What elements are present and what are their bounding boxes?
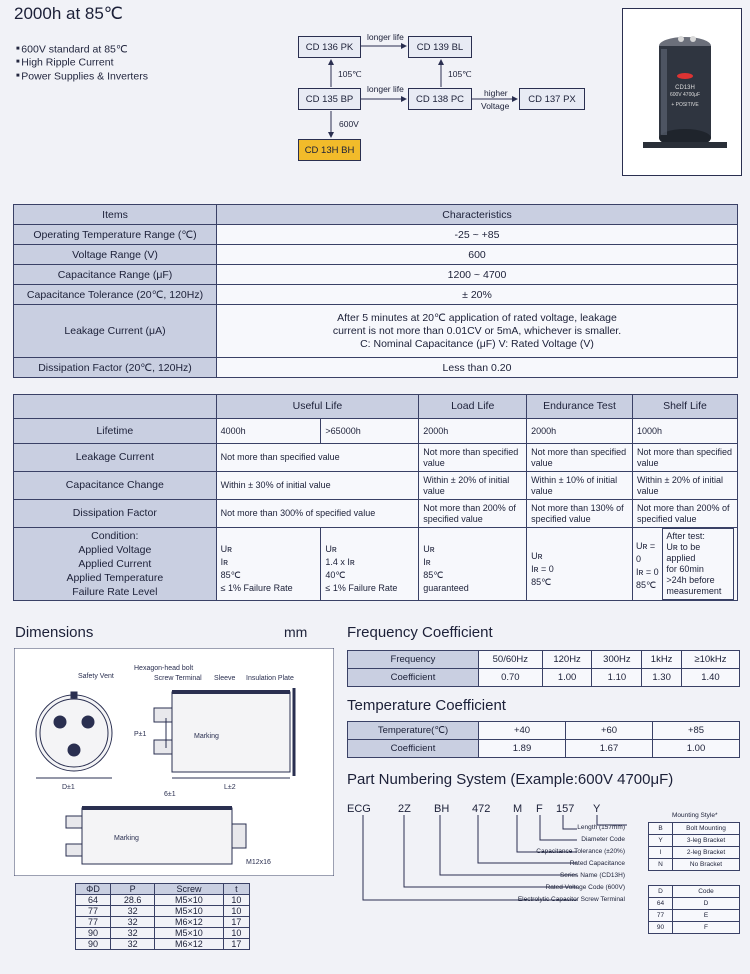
condition-value: Uʀ	[423, 544, 435, 554]
condition-label: Applied Voltage	[78, 544, 152, 556]
capacitor-image	[623, 9, 741, 175]
table-row	[14, 305, 738, 358]
table-header-row	[76, 884, 250, 895]
part-code-capacitance: 472	[472, 803, 491, 815]
feature-item: ■ High Ripple Current	[16, 56, 148, 69]
feature-item: ■ 600V standard at 85℃	[16, 43, 148, 56]
table-row	[14, 444, 738, 472]
dimensions-unit: mm	[284, 624, 308, 640]
table-cell: 50/60Hz	[479, 651, 543, 669]
photo-brand: CD13H	[675, 85, 695, 91]
condition-value: 1.4 x Iʀ	[325, 557, 355, 567]
condition-value: Iʀ = 0	[531, 563, 554, 574]
leakage-line: After 5 minutes at 20℃ application of rated voltage, leakage	[337, 311, 617, 324]
table-cell: >65000h	[321, 419, 419, 444]
table-cell: D	[673, 898, 740, 910]
part-code-tolerance: M	[513, 803, 523, 815]
flow-label-temp: 105℃	[448, 69, 472, 79]
table-cell: 1kHz	[642, 651, 682, 669]
condition-value: Uʀ	[531, 550, 543, 561]
label-m12: M12x16	[246, 859, 271, 866]
table-cell: M5×10	[155, 928, 224, 939]
table-cell: Y	[649, 835, 673, 847]
condition-labels	[14, 528, 217, 601]
table-row	[14, 472, 738, 500]
row-label: Leakage Current	[14, 444, 217, 472]
table-row	[649, 886, 740, 898]
table-cell: 2-leg Bracket	[673, 847, 740, 859]
part-code-voltage: 2Z	[398, 803, 411, 815]
diameter-code-table	[648, 885, 740, 934]
table-cell: 10	[223, 906, 249, 917]
table-cell: Not more than specified value	[527, 444, 633, 472]
table-cell: 32	[111, 939, 155, 950]
label-safety-vent: Safety Vent	[78, 673, 114, 680]
table-row	[348, 722, 740, 740]
table-cell: 1.30	[642, 669, 682, 687]
label-l: L±2	[224, 784, 236, 791]
table-row	[76, 917, 250, 928]
table-row	[76, 895, 250, 906]
desc-length: Length (157mm)	[577, 824, 625, 831]
part-code-length: 157	[556, 803, 575, 815]
table-header-row	[14, 205, 738, 225]
table-row	[348, 740, 740, 758]
value-cell	[217, 305, 738, 358]
value-cell: 600	[217, 245, 738, 265]
series-cd136pk: CD 136 PK	[298, 36, 361, 58]
flow-label-voltage: Voltage	[481, 101, 510, 111]
series-cd13hbh: CD 13H BH	[298, 139, 361, 161]
flow-label-600v: 600V	[339, 119, 359, 129]
table-cell: 1.00	[542, 669, 592, 687]
table-cell: Within ± 20% of initial value	[632, 472, 737, 500]
table-cell: 17	[223, 917, 249, 928]
label-marking-bottom: Marking	[114, 835, 139, 842]
condition-cell	[632, 528, 737, 601]
row-label: Lifetime	[14, 419, 217, 444]
table-row	[348, 651, 740, 669]
table-cell: Not more than 300% of specified value	[216, 500, 419, 528]
table-cell: M5×10	[155, 906, 224, 917]
table-cell: Not more than 200% of specified value	[632, 500, 737, 528]
table-cell: 4000h	[216, 419, 321, 444]
feature-item: ■ Power Supplies & Inverters	[16, 70, 148, 83]
condition-value: ≤ 1% Failure Rate	[220, 583, 293, 593]
table-cell: 0.70	[479, 669, 543, 687]
desc-diameter: Diameter Code	[581, 836, 625, 843]
table-cell: 2000h	[419, 419, 527, 444]
table-cell: 64	[649, 898, 673, 910]
label-screw-terminal: Screw Terminal	[154, 675, 202, 682]
note-line: After test:	[666, 531, 705, 541]
page-title: 2000h at 85℃	[14, 4, 123, 23]
condition-cell	[419, 528, 527, 601]
temperature-title: Temperature Coefficient	[347, 697, 506, 714]
table-cell: I	[649, 847, 673, 859]
table-row	[14, 265, 738, 285]
header-cell: P	[111, 884, 155, 895]
flow-label-longer-life: longer life	[367, 84, 404, 94]
table-cell: 90	[76, 939, 111, 950]
condition-value: 85℃	[220, 570, 241, 580]
table-cell: 32	[111, 906, 155, 917]
condition-label: Failure Rate Level	[72, 586, 158, 598]
condition-value: 85℃	[531, 576, 552, 587]
table-cell: 1.40	[681, 669, 739, 687]
condition-value: Iʀ	[220, 557, 228, 567]
table-cell: 1000h	[632, 419, 737, 444]
condition-cell	[321, 528, 419, 601]
value-cell: 1200 ~ 4700	[217, 265, 738, 285]
note-line: for 60min	[666, 564, 704, 574]
note-line: measurement	[666, 586, 722, 596]
label-d: D±1	[62, 784, 75, 791]
series-cd138pc: CD 138 PC	[408, 88, 472, 110]
note-line: >24h before	[666, 575, 715, 585]
photo-polarity: + POSITIVE	[671, 102, 699, 108]
table-cell: 10	[223, 928, 249, 939]
mounting-style-title: Mounting Style*	[672, 812, 718, 819]
header-load-life: Load Life	[419, 395, 527, 419]
table-cell: 64	[76, 895, 111, 906]
table-cell: 90	[649, 922, 673, 934]
table-row	[14, 528, 738, 601]
table-cell: 90	[76, 928, 111, 939]
table-cell: 32	[111, 917, 155, 928]
mounting-table	[648, 822, 740, 871]
row-label: Dissipation Factor	[14, 500, 217, 528]
table-cell: 32	[111, 928, 155, 939]
table-row	[14, 225, 738, 245]
table-cell: Within ± 30% of initial value	[216, 472, 419, 500]
desc-series: Series Name (CD13H)	[559, 872, 625, 879]
condition-label: Applied Current	[78, 558, 152, 570]
photo-rating: 600V 4700μF	[669, 92, 701, 98]
desc-voltage: Rated Voltage Code (600V)	[545, 884, 625, 891]
condition-value: Iʀ	[423, 557, 431, 567]
table-cell: 2000h	[527, 419, 633, 444]
table-cell: Not more than specified value	[216, 444, 419, 472]
part-code-series: ECG	[347, 803, 371, 815]
table-row	[76, 906, 250, 917]
item-cell: Leakage Current (μA)	[14, 305, 217, 358]
table-row	[649, 859, 740, 871]
part-code-name: BH	[434, 803, 450, 815]
condition-value: Uʀ	[220, 544, 232, 554]
table-cell: Frequency	[348, 651, 479, 669]
header-cell: t	[223, 884, 249, 895]
table-cell: Coefficient	[348, 740, 479, 758]
table-cell: Code	[673, 886, 740, 898]
value-cell: Less than 0.20	[217, 358, 738, 378]
table-cell: E	[673, 910, 740, 922]
label-p: P±1	[134, 731, 147, 738]
table-row	[649, 922, 740, 934]
item-cell: Voltage Range (V)	[14, 245, 217, 265]
part-code-diameter: F	[536, 803, 543, 815]
table-cell: Within ± 10% of initial value	[527, 472, 633, 500]
condition-value: Iʀ = 0	[635, 566, 659, 577]
table-cell: 120Hz	[542, 651, 592, 669]
series-cd135bp: CD 135 BP	[298, 88, 361, 110]
condition-cell	[216, 528, 321, 601]
table-row	[76, 928, 250, 939]
table-row	[649, 910, 740, 922]
table-cell: 1.67	[566, 740, 653, 758]
dimensions-title: Dimensions	[15, 624, 94, 641]
condition-value: 40℃	[325, 570, 346, 580]
table-row	[14, 358, 738, 378]
table-cell: M5×10	[155, 895, 224, 906]
flow-label-longer-life: longer life	[367, 32, 404, 42]
condition-value: guaranteed	[423, 583, 469, 593]
label-insulation-plate: Insulation Plate	[246, 675, 294, 682]
header-cell: Screw	[155, 884, 224, 895]
frequency-title: Frequency Coefficient	[347, 624, 493, 641]
series-cd137px: CD 137 PX	[519, 88, 585, 110]
label-six: 6±1	[164, 791, 176, 798]
table-cell: ≥10kHz	[681, 651, 739, 669]
table-cell: 1.10	[592, 669, 642, 687]
condition-value: Uʀ = 0	[635, 540, 656, 564]
table-cell: 77	[76, 906, 111, 917]
table-row	[14, 285, 738, 305]
dimensions-drawing	[14, 648, 334, 876]
table-header-row	[14, 395, 738, 419]
series-cd139bl: CD 139 BL	[408, 36, 472, 58]
condition-value: ≤ 1% Failure Rate	[325, 583, 398, 593]
label-sleeve: Sleeve	[214, 675, 236, 682]
table-row	[649, 835, 740, 847]
item-cell: Capacitance Tolerance (20℃, 120Hz)	[14, 285, 217, 305]
table-row	[14, 245, 738, 265]
table-cell: M6×12	[155, 917, 224, 928]
table-cell: Not more than 130% of specified value	[527, 500, 633, 528]
header-blank	[14, 395, 217, 419]
table-cell: Within ± 20% of initial value	[419, 472, 527, 500]
leakage-line: current is not more than 0.01CV or 5mA, whichever is smaller.	[332, 324, 622, 337]
condition-value: 85℃	[635, 579, 657, 590]
note-line: Uʀ to be applied	[666, 542, 701, 563]
table-cell: Bolt Mounting	[673, 823, 740, 835]
part-code-mounting: Y	[593, 803, 601, 815]
condition-value: 85℃	[423, 570, 444, 580]
table-row	[14, 500, 738, 528]
header-characteristics: Characteristics	[217, 205, 738, 225]
label-hex-bolt: Hexagon-head bolt	[134, 665, 194, 672]
flow-label-higher: higher	[484, 88, 508, 98]
part-numbering-title: Part Numbering System (Example:600V 4700μF)	[347, 771, 674, 788]
table-cell: Not more than specified value	[419, 444, 527, 472]
table-cell: N	[649, 859, 673, 871]
desc-capacitance: Rated Capacitance	[569, 860, 625, 867]
table-cell: 17	[223, 939, 249, 950]
table-cell: 10	[223, 895, 249, 906]
table-cell: Coefficient	[348, 669, 479, 687]
table-cell: Not more than 200% of specified value	[419, 500, 527, 528]
product-photo	[622, 8, 742, 176]
row-label: Capacitance Change	[14, 472, 217, 500]
table-row	[348, 669, 740, 687]
desc-tolerance: Capacitance Tolerance (±20%)	[536, 848, 625, 855]
header-shelf-life: Shelf Life	[632, 395, 737, 419]
table-row	[76, 939, 250, 950]
header-endurance-test: Endurance Test	[527, 395, 633, 419]
table-cell: 28.6	[111, 895, 155, 906]
table-cell: M6×12	[155, 939, 224, 950]
item-cell: Capacitance Range (μF)	[14, 265, 217, 285]
table-cell: 1.89	[479, 740, 566, 758]
life-test-table	[13, 394, 738, 601]
item-cell: Dissipation Factor (20℃, 120Hz)	[14, 358, 217, 378]
table-cell: D	[649, 886, 673, 898]
table-cell: 77	[649, 910, 673, 922]
table-cell: 3-leg Bracket	[673, 835, 740, 847]
table-cell: +60	[566, 722, 653, 740]
table-cell: +40	[479, 722, 566, 740]
table-cell: Temperature(℃)	[348, 722, 479, 740]
dimensions-table	[75, 883, 250, 950]
header-cell: ΦD	[76, 884, 111, 895]
shelf-condition	[636, 537, 659, 592]
table-cell: 300Hz	[592, 651, 642, 669]
characteristics-table	[13, 204, 738, 378]
table-cell: Not more than specified value	[632, 444, 737, 472]
temperature-table	[347, 721, 740, 758]
table-cell: B	[649, 823, 673, 835]
header-useful-life: Useful Life	[216, 395, 419, 419]
header-items: Items	[14, 205, 217, 225]
label-marking-side: Marking	[194, 733, 219, 740]
value-cell: -25 ~ +85	[217, 225, 738, 245]
table-row	[649, 898, 740, 910]
item-cell: Operating Temperature Range (℃)	[14, 225, 217, 245]
condition-value: Uʀ	[325, 544, 337, 554]
condition-label: Applied Temperature	[66, 572, 164, 584]
table-cell: +85	[653, 722, 740, 740]
table-row	[649, 823, 740, 835]
table-cell: No Bracket	[673, 859, 740, 871]
frequency-table	[347, 650, 740, 687]
table-cell: 77	[76, 917, 111, 928]
table-row	[14, 419, 738, 444]
leakage-line: C: Nominal Capacitance (μF) V: Rated Voltage (V)	[360, 337, 594, 350]
value-cell: ± 20%	[217, 285, 738, 305]
flow-label-temp: 105℃	[338, 69, 362, 79]
table-cell: 1.00	[653, 740, 740, 758]
after-test-note	[662, 528, 734, 600]
table-cell: F	[673, 922, 740, 934]
condition-cell	[527, 528, 633, 601]
condition-label: Condition:	[91, 530, 139, 542]
desc-terminal: Electrolytic Capacitor Screw Terminal	[517, 896, 625, 903]
table-row	[649, 847, 740, 859]
